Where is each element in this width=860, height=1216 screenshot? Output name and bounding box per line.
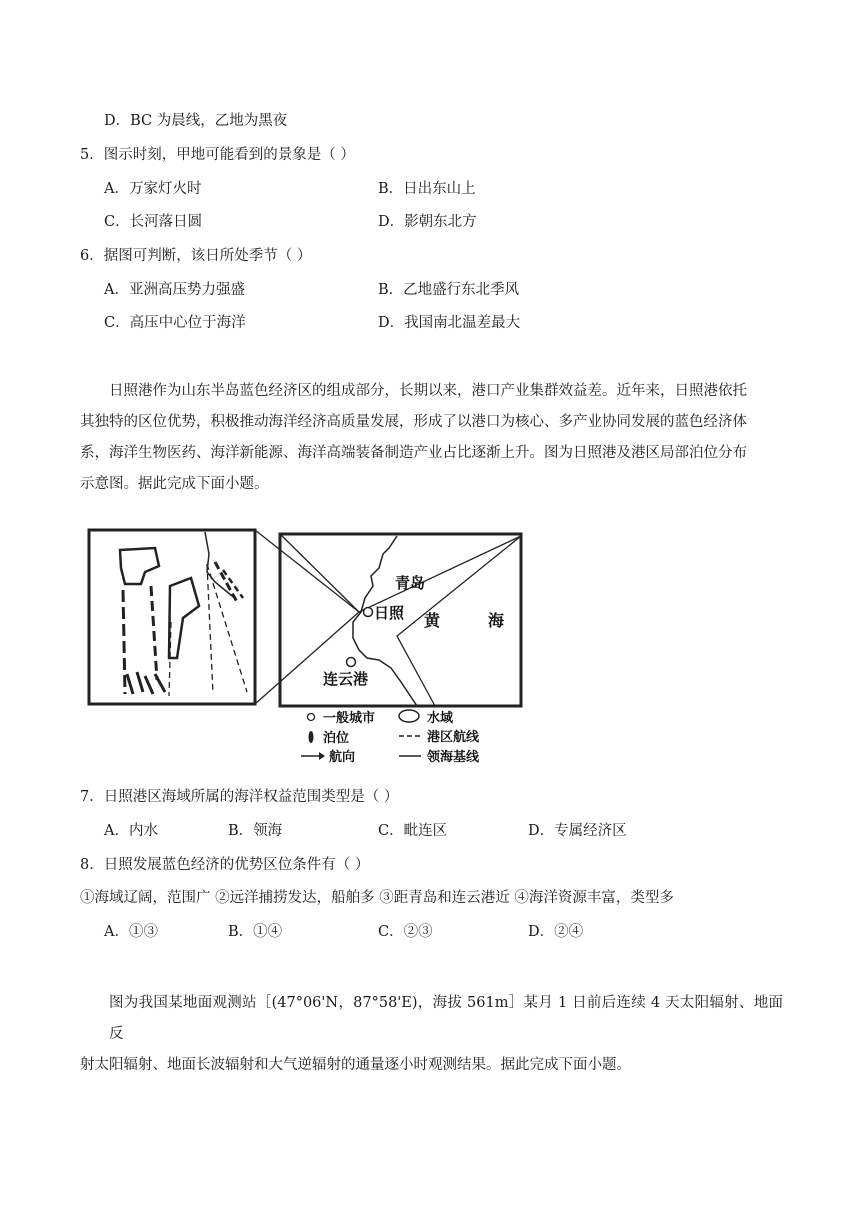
q6-option-b: B．乙地盛行东北季风 [378,282,520,298]
legend-berth-label: 泊位 [323,731,350,746]
legend-baseline-label: 领海基线 [427,750,480,765]
q8-option-d: D．②④ [528,924,584,940]
legend-direction-label: 航向 [329,750,356,765]
passage-line: 其独特的区位优势，积极推动海洋经济高质量发展，形成了以港口为核心、多产业协同发展的蓝色经济体 [80,414,747,430]
yellow-sea-label-1: 黄 [424,611,441,630]
qingdao-label: 青岛 [395,574,426,592]
q6-stem: 6．据图可判断，该日所处季节（ ） [80,248,312,264]
q5-stem: 5．图示时刻，甲地可能看到的景象是（ ） [80,147,355,163]
berth-legend-icon [309,731,314,743]
arrow-head-icon [319,752,325,760]
port-detail-inset [89,530,255,704]
map-legend [301,710,480,765]
q6-option-a: A．亚洲高压势力强盛 [104,282,245,298]
q6-option-c: C．高压中心位于海洋 [104,315,246,331]
yellow-sea-label-2: 海 [488,611,505,630]
rizhao-port-map [87,526,523,770]
passage-line: 系，海洋生物医药、海洋新能源、海洋高端装备制造产业占比逐渐上升。图为日照港及港区局部泊位分布 [80,445,747,461]
passage-line: 示意图。据此完成下面小题。 [80,476,269,492]
q7-option-a: A．内水 [104,823,158,839]
q5-option-c: C．长河落日圆 [104,214,203,230]
passage-line: 射太阳辐射、地面长波辐射和大气逆辐射的通量逐小时观测结果。据此完成下面小题。 [80,1057,631,1073]
berth-shape [120,548,159,584]
q7-option-d: D．专属经济区 [528,823,627,839]
legend-water-label: 水域 [427,711,454,726]
q6-option-d: D．我国南北温差最大 [378,315,521,331]
city-legend-icon [308,714,315,721]
berth-shape [169,578,199,658]
q7-option-c: C．毗连区 [378,823,448,839]
passage-rizhao [80,376,783,500]
q7-stem: 7．日照港区海域所属的海洋权益范围类型是（ ） [80,789,399,805]
q5-option-a: A．万家灯火时 [104,181,202,197]
q8-option-b: B．①④ [228,924,283,940]
berth-mark [123,590,125,694]
berth-cluster [127,672,165,694]
passage-observation-station [80,988,783,1081]
q8-items: ①海域辽阔，范围广 ②远洋捕捞发达，船舶多 ③距青岛和连云港近 ④海洋资源丰富，类型多 [80,890,674,906]
regional-map [280,534,521,706]
passage-line: 日照港作为山东半岛蓝色经济区的组成部分，长期以来，港口产业集群效益差。近年来，日照港依托 [109,383,747,399]
q7-option-b: B．领海 [228,823,283,839]
legend-city-label: 一般城市 [323,711,376,726]
rizhao-city-marker [364,608,373,617]
q4-option-d: D．BC 为晨线，乙地为黑夜 [104,113,288,129]
q5-option-b: B．日出东山上 [378,181,476,197]
legend-route-label: 港区航线 [427,730,480,745]
q8-option-c: C．②③ [378,924,433,940]
berth-mark [151,586,157,680]
berth-mark [215,562,237,602]
water-legend-icon [399,710,419,722]
lianyungang-city-marker [347,658,356,667]
inset-connector [255,612,359,704]
lianyungang-label: 连云港 [323,670,369,688]
q5-option-d: D．影朝东北方 [378,214,477,230]
q8-option-a: A．①③ [104,924,158,940]
q8-stem: 8．日照发展蓝色经济的优势区位条件有（ ） [80,857,370,873]
route-line [207,564,213,694]
passage-line: 图为我国某地面观测站［(47°06'N，87°58'E)，海拔 561m］某月 1 日前后连续 4 天太阳辐射、地面反 [109,995,783,1042]
rizhao-label: 日照 [374,604,405,622]
territorial-baseline [280,534,521,612]
inset-connector [255,530,359,612]
